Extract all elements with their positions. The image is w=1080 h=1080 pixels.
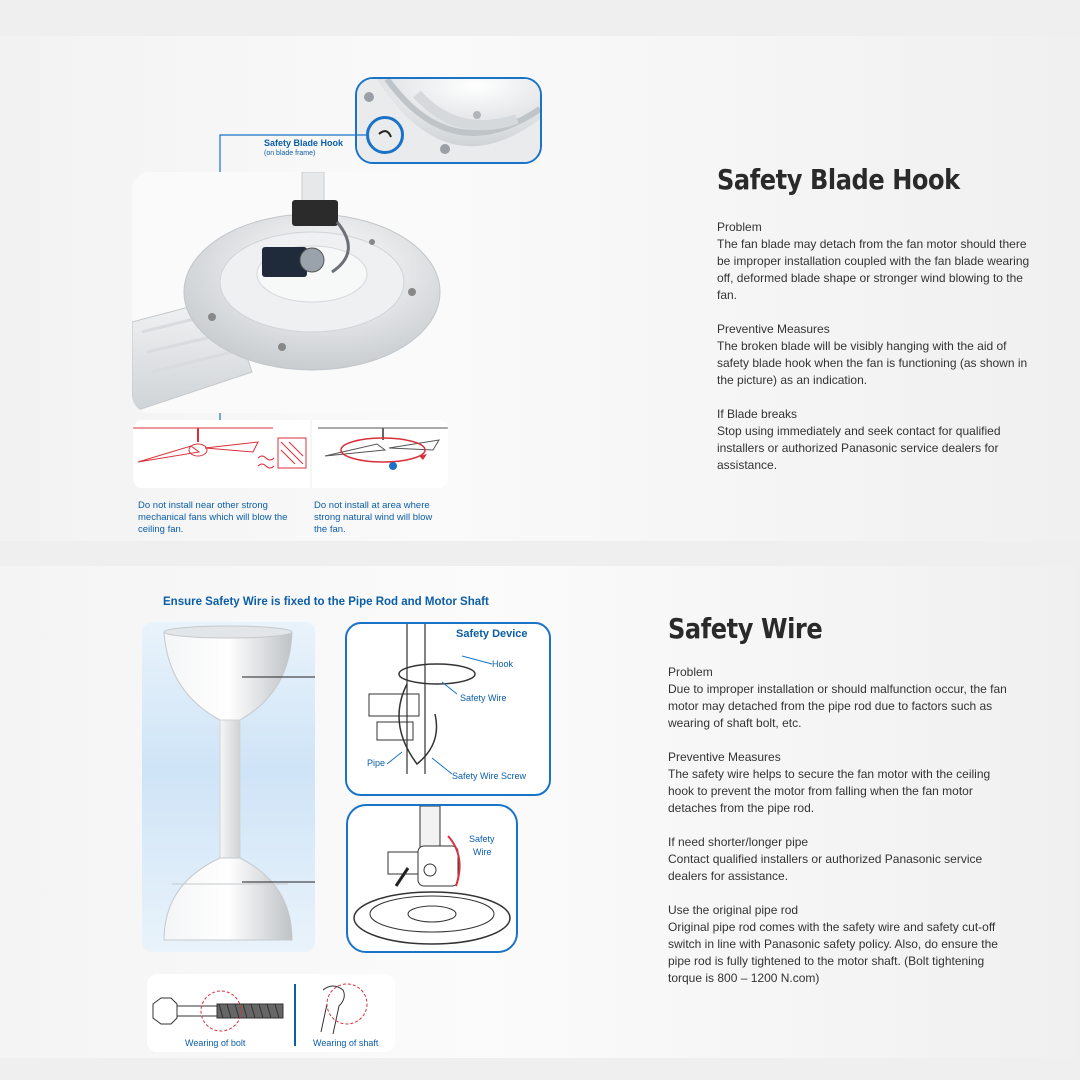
breaks-label: If Blade breaks [717,407,798,421]
safety-device-title: Safety Device [456,628,528,640]
downrod-illustration [142,622,315,952]
section2-body [668,664,1008,1004]
label-wearing-shaft: Wearing of shaft [313,1038,379,1048]
section1-title: Safety Blade Hook [717,163,960,196]
prevent-label: Preventive Measures [717,322,830,336]
prevent-label: Preventive Measures [668,750,781,764]
label-safety-wire: Safety Wire [460,693,507,703]
motor-shaft-diagram [346,804,518,953]
problem-label: Problem [668,665,713,679]
callout-subtitle: (on blade frame) [264,150,316,157]
section2-title: Safety Wire [668,612,823,645]
problem-text: The fan blade may detach from the fan motor should there be improper installation coupled with the fan blade wearing off, deformed blade shape or stronger wind blowing to the fan. [717,237,1030,302]
problem-label: Problem [717,220,762,234]
label-safety-wire-2a: Safety [469,834,495,844]
fan-motor-image [132,172,449,413]
pipe-label: If need shorter/longer pipe [668,835,809,849]
label-hook: Hook [492,659,514,669]
label-safety-wire-screw: Safety Wire Screw [452,771,527,781]
section1-body [717,219,1037,491]
pipe-text: Contact qualified installers or authorized Panasonic service dealers for assistance. [668,852,983,883]
caption-natural-wind: Do not install at area where strong natural wind will blow the fan. [314,500,433,535]
installation-warning-illustration [133,420,448,488]
prevent-text: The safety wire helps to secure the fan motor with the ceiling hook to prevent the motor from falling when the fan motor detaches from the pipe rod. [668,767,991,815]
label-pipe: Pipe [367,758,386,768]
breaks-text: Stop using immediately and seek contact for qualified installers or authorized Panasonic service dealers for assistance. [717,424,1001,472]
caption-mechanical-fans: Do not install near other strong mechanical fans which will blow the ceiling fan. [138,500,288,535]
label-wearing-bolt: Wearing of bolt [185,1038,246,1048]
callout-title: Safety Blade Hook [264,138,344,148]
original-pipe-text: Original pipe rod comes with the safety wire and safety cut-off switch in line with Panasonic safety policy. Also, do ensure the pipe rod is fully tightened to the motor shaft. (Bolt tightening torque is 800 – 1200 N.com) [668,920,998,985]
original-pipe-label: Use the original pipe rod [668,903,799,917]
safety-device-diagram [345,622,551,796]
problem-text: Due to improper installation or should malfunction occur, the fan motor may detached from the pipe rod due to factors such as wearing of shaft bolt, etc. [668,682,1007,730]
label-safety-wire-2b: Wire [473,847,492,857]
safety-wire-banner: Ensure Safety Wire is fixed to the Pipe Rod and Motor Shaft [163,596,489,608]
prevent-text: The broken blade will be visibly hanging with the aid of safety blade hook when the fan is functioning (as shown in the picture) as an indication. [717,339,1028,387]
